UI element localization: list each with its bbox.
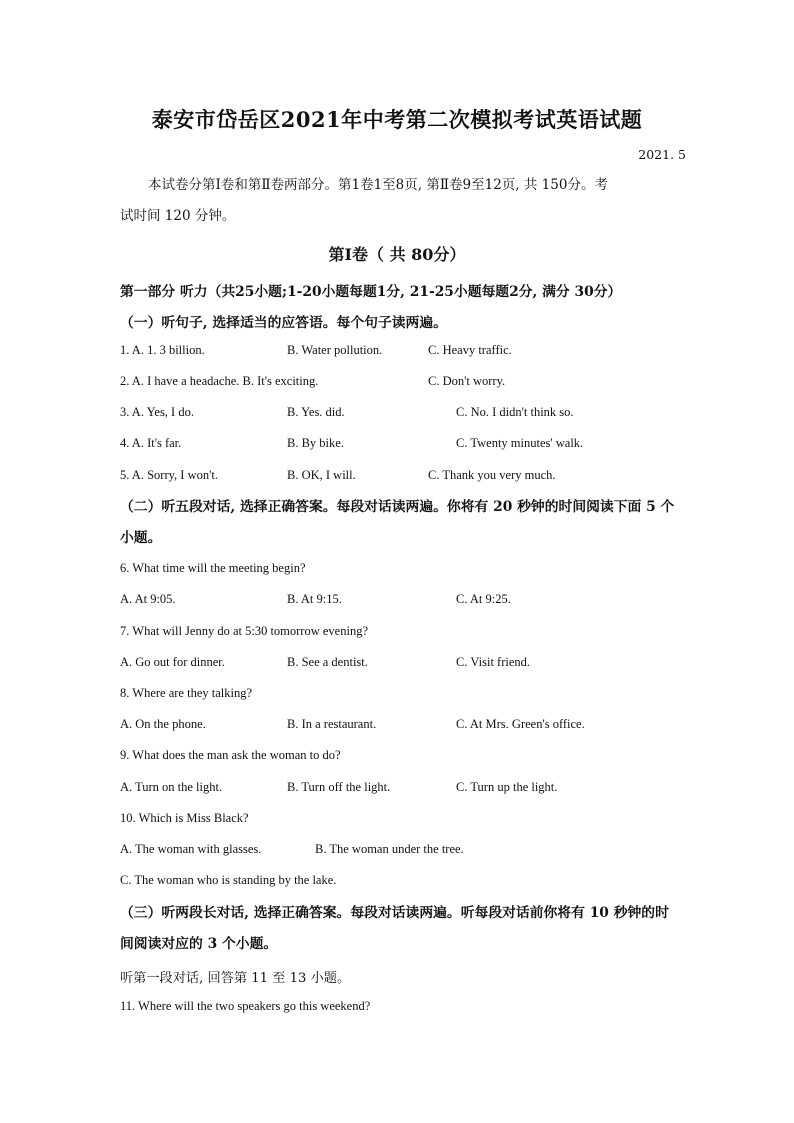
option-a: 3. A. Yes, I do. bbox=[120, 405, 194, 419]
option-a: 2. A. I have a headache. B. It's exciting. bbox=[120, 374, 319, 388]
intro-paragraph bbox=[120, 170, 676, 232]
question-8: 8. Where are they talking? bbox=[120, 686, 253, 700]
question-6: 6. What time will the meeting begin? bbox=[120, 561, 306, 575]
option-a: A. On the phone. bbox=[120, 717, 206, 731]
option-b: B. In a restaurant. bbox=[287, 717, 377, 731]
option-a: 4. A. It's far. bbox=[120, 436, 182, 450]
option-a: A. Turn on the light. bbox=[120, 780, 223, 794]
section2-heading: （二）听五段对话, 选择正确答案。每段对话读两遍。你将有 20 秒钟的时间阅读下面 5 个小题。 bbox=[120, 499, 675, 546]
option-c: C. Thank you very much. bbox=[428, 468, 556, 482]
option-b: B. By bike. bbox=[287, 436, 344, 450]
exam-date: 2021. 5 bbox=[638, 147, 686, 162]
question-10: 10. Which is Miss Black? bbox=[120, 811, 249, 825]
option-b: B. See a dentist. bbox=[287, 655, 368, 669]
option-a: 1. A. 1. 3 billion. bbox=[120, 343, 205, 357]
option-c: C. Don't worry. bbox=[428, 374, 506, 388]
option-c: C. Visit friend. bbox=[456, 655, 531, 669]
option-b: B. Yes. did. bbox=[287, 405, 345, 419]
page-title: 泰安市岱岳区2021年中考第二次模拟考试英语试题 bbox=[151, 107, 643, 132]
option-b: B. The woman under the tree. bbox=[315, 842, 464, 856]
option-c: C. The woman who is standing by the lake. bbox=[120, 873, 337, 887]
option-c: C. Turn up the light. bbox=[456, 780, 558, 794]
option-c: C. At Mrs. Green's office. bbox=[456, 717, 585, 731]
option-b: B. Water pollution. bbox=[287, 343, 383, 357]
volume-title: 第Ⅰ卷（ 共 80分） bbox=[328, 245, 466, 264]
section3-subheading: 听第一段对话, 回答第 11 至 13 小题。 bbox=[120, 971, 351, 986]
option-c: C. Twenty minutes' walk. bbox=[456, 436, 584, 450]
option-a: A. At 9:05. bbox=[120, 592, 176, 606]
option-b: B. Turn off the light. bbox=[287, 780, 391, 794]
option-b: B. At 9:15. bbox=[287, 592, 342, 606]
option-a: A. The woman with glasses. bbox=[120, 842, 262, 856]
option-c: C. At 9:25. bbox=[456, 592, 511, 606]
section1-heading: （一）听句子, 选择适当的应答语。每个句子读两遍。 bbox=[120, 315, 447, 331]
option-c: C. Heavy traffic. bbox=[428, 343, 512, 357]
option-a: A. Go out for dinner. bbox=[120, 655, 225, 669]
intro-line-2: 试时间 120 分钟。 bbox=[120, 208, 236, 224]
option-a: 5. A. Sorry, I won't. bbox=[120, 468, 218, 482]
option-b: B. OK, I will. bbox=[287, 468, 356, 482]
question-9: 9. What does the man ask the woman to do? bbox=[120, 748, 341, 762]
option-c: C. No. I didn't think so. bbox=[456, 405, 574, 419]
part1-heading: 第一部分 听力（共25小题;1-20小题每题1分, 21-25小题每题2分, 满分 30分） bbox=[120, 284, 622, 300]
section3-heading: （三）听两段长对话, 选择正确答案。每段对话读两遍。听每段对话前你将有 10 秒钟的时间阅读对应的 3 个小题。 bbox=[120, 905, 669, 952]
question-11: 11. Where will the two speakers go this weekend? bbox=[120, 999, 371, 1013]
question-7: 7. What will Jenny do at 5:30 tomorrow evening? bbox=[120, 624, 368, 638]
intro-line-1: 本试卷分第Ⅰ卷和第Ⅱ卷两部分。第1卷1至8页, 第Ⅱ卷9至12页, 共 150分。考 bbox=[148, 177, 608, 193]
